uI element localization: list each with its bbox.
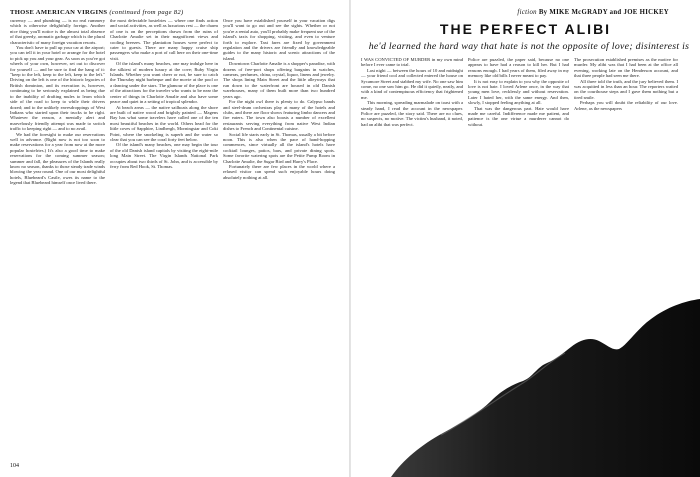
paragraph: All three told the truth, and the jury believed them. I was acquitted in less than an hour. The reporters waited on the courthouse steps and I gave them nothing but a tired smile. (574, 78, 678, 100)
paragraph: I WAS CONVICTED OF MURDER in my own mind before I ever came to trial. (361, 57, 463, 68)
left-page (0, 0, 349, 477)
right-column-1 (361, 57, 463, 277)
paragraph: You don't have to pull up your car at the airport; you can tell it in your hotel or arrange for the hotel to pick up you and your gear. As soon as you've got wheels of your own, however, set out to discover for yourself — and be sure to find the hang of it: "keep to the left, keep to the left, keep to the left." Driving on the left is one of the historic legacies of British dominion, and its execution is, however, continuing to be seriously explained as being due to the inability of drafting mules to learn which side of the road to keep to while their drivers dozed; and to the unlikely eavesdroppings of West Indians who started upon their trucks to be right. Whatever the reason, a mentally alert and marvelously friendly attempt was made to switch traffic to keeping right — and to no avail. (10, 45, 105, 132)
paragraph: Police are puzzled, the paper said, because no one appears to have had a reason to kill her. But I had reasons enough. I had years of them, filed away in my memory like old bills I never meant to pay. (468, 57, 569, 79)
right-page (351, 0, 700, 477)
paragraph: It is not easy to explain to you why the opposite of love is not hate. I loved Arlene once, in the way that young men love, recklessly and without reservation. Later I hated her, with the same energy. And then, slowly, I stopped feeling anything at all. (468, 78, 569, 106)
story-title: THE PERFECT ALIBI (439, 21, 612, 37)
paragraph: Fortunately there are few places in the world where a relaxed visitor can spend such enjoyable hours doing absolutely nothing at all. (223, 163, 335, 180)
paragraph: Social life starts early in St. Thomas, usually a bit before noon. This is also when the pace of hand-hopping commences, since virtually all the island's hotels have cocktail lounges, patios, bars, and private dining spots. Some favorite watering spots are the Petite Pump Room in Charlotte Amalie, the Sugar Bird and Harry's Place. (223, 131, 335, 164)
story-byline (517, 9, 669, 16)
paragraph: the most delectable hostelries — where one finds action and social activities, as well as luxurious rest — the charm of one is on the perceptions drawn from the ruins of Charlotte Amalie set in their magnificent views and cooling breezes. The plantation houses were perfect to cater to guests. There are many happy cruise ship passengers who make a port of call here on their one-time visit. (110, 18, 218, 61)
page-number: 104 (10, 463, 19, 469)
story-subtitle: he'd learned the hard way that hate is not the opposite of love; disinterest is (368, 41, 690, 52)
continued-from-note: (continued from page 82) (109, 9, 184, 16)
paragraph: This morning, spreading marmalade on toast with a steady hand, I read the account in the newspaper. Police are puzzled, the story said. There are no clues, no suspects, no motive. The victim's husband, it noted, had an alibi that was perfect. (361, 100, 463, 127)
paragraph: Of the island's many beaches, one may indulge here in the silkiest of modern luxury at the cove; Ruby Virgin Islands. Whether you want cheer or not, be sure to catch the Thursday night barbeque and the movie at the pool or a dancing under the stars. The glamour of the place is one of the attractions for the traveler who wants to be near the center of things in Charlotte Amalie and also have some peace and quiet in a setting of tropical splendor. (110, 61, 218, 105)
profile-silhouette-photo (351, 255, 700, 477)
right-column-2 (468, 57, 569, 277)
left-column-1 (10, 18, 105, 462)
paragraph: Perhaps you will doubt the reliability of our love. Arlene, as the newspapers (574, 100, 678, 111)
right-column-3 (574, 57, 678, 277)
author-byline: By MIKE McGRADY and JOE HICKEY (538, 9, 669, 16)
paragraph: That was the dangerous part. Hate would have made me careful. Indifference made me patient, and patience is the one virtue a murderer cannot do without. (468, 105, 569, 127)
paragraph: For the night owl there is plenty to do. Calypso bands and steel-drum orchestras play at many of the hotels and clubs, and there are floor shows featuring limbo dancers and fire eaters. The town also boasts a number of excellent restaurants serving everything from native West Indian dishes to French and Continental cuisine. (223, 99, 335, 132)
paragraph: Downtown Charlotte Amalie is a shopper's paradise, with dozens of free-port shops offering bargains in watches, cameras, perfumes, china, crystal, liquor, linens and jewelry. The shops lining Main Street and the little alleyways that run down to the waterfront are housed in old Danish warehouses, many of them built more than two hundred years ago. (223, 61, 335, 99)
paragraph: Of the island's many beaches, one may begin the tour of the old Danish island capitals by visiting the eight-mile long Main Street. The Virgin Islands National Park occupies about two thirds of St. John, and is accessible by ferry from Red Hook, St. Thomas. (110, 142, 218, 169)
paragraph: Last night — between the hours of 10 and midnight — your friend cool and collected entered the house on Sycamore Street and stabbed my wife. No one saw him come, no one saw him go. He did it quietly, neatly, and with a kind of contemptuous efficiency that frightened me. (361, 67, 463, 100)
section-title: THOSE AMERICAN VIRGINS (10, 9, 108, 16)
story-category: fiction (517, 9, 537, 16)
paragraph: currency — and plumbing — is no real rummery which is otherwise delightfully foreign. Another nice thing you'll notice is the almost total absence of that greedy, aromatic garbage which is the plural characteristic of many foreign vacation resorts. (10, 18, 105, 45)
paragraph: We had the foresight to make our reservations well in advance. (Right now is not too soon to make reservations for a year from now at the more popular hostelries.) It's also a good time to make reservations for the coming summer season; summer and fall, the pleasures of the Islands really know no season, thanks to those steady trade winds blowing the year round. One of our most delightful hotels, Bluebeard's Castle, owes its name to the legend that Bluebeard himself once lived there. (10, 131, 105, 186)
profile-shape (391, 299, 700, 477)
paragraph: The prosecution established premises as the motive for murder. My alibi was that I had been at the office all evening, working late on the Henderson account, and that three people had seen me there. (574, 57, 678, 79)
left-column-3 (223, 18, 335, 462)
paragraph: Once you have established yourself in your vacation digs you'll want to go out and see the sights. Whether or not you're a rental auto, you'll probably make frequent use of the island's taxis for shopping, visiting, and even to venture forth to explore. Taxi fares are fixed by government regulation and the drivers are friendly and knowledgeable guides to the many historic and scenic attractions of the island. (223, 18, 335, 61)
paragraph: At beach areas — the native sailboats along the shore are built of native wood and brightly painted — Magens Bay has what some travelers have called one of the ten most beautiful beaches in the world. Others head for the little coves of Sapphire, Lindbergh, Morningstar and Coki Point, where the snorkeling is superb and the water so clear that you can see the coral forty feet below. (110, 104, 218, 142)
left-column-2 (110, 18, 218, 462)
left-running-head (10, 9, 183, 16)
